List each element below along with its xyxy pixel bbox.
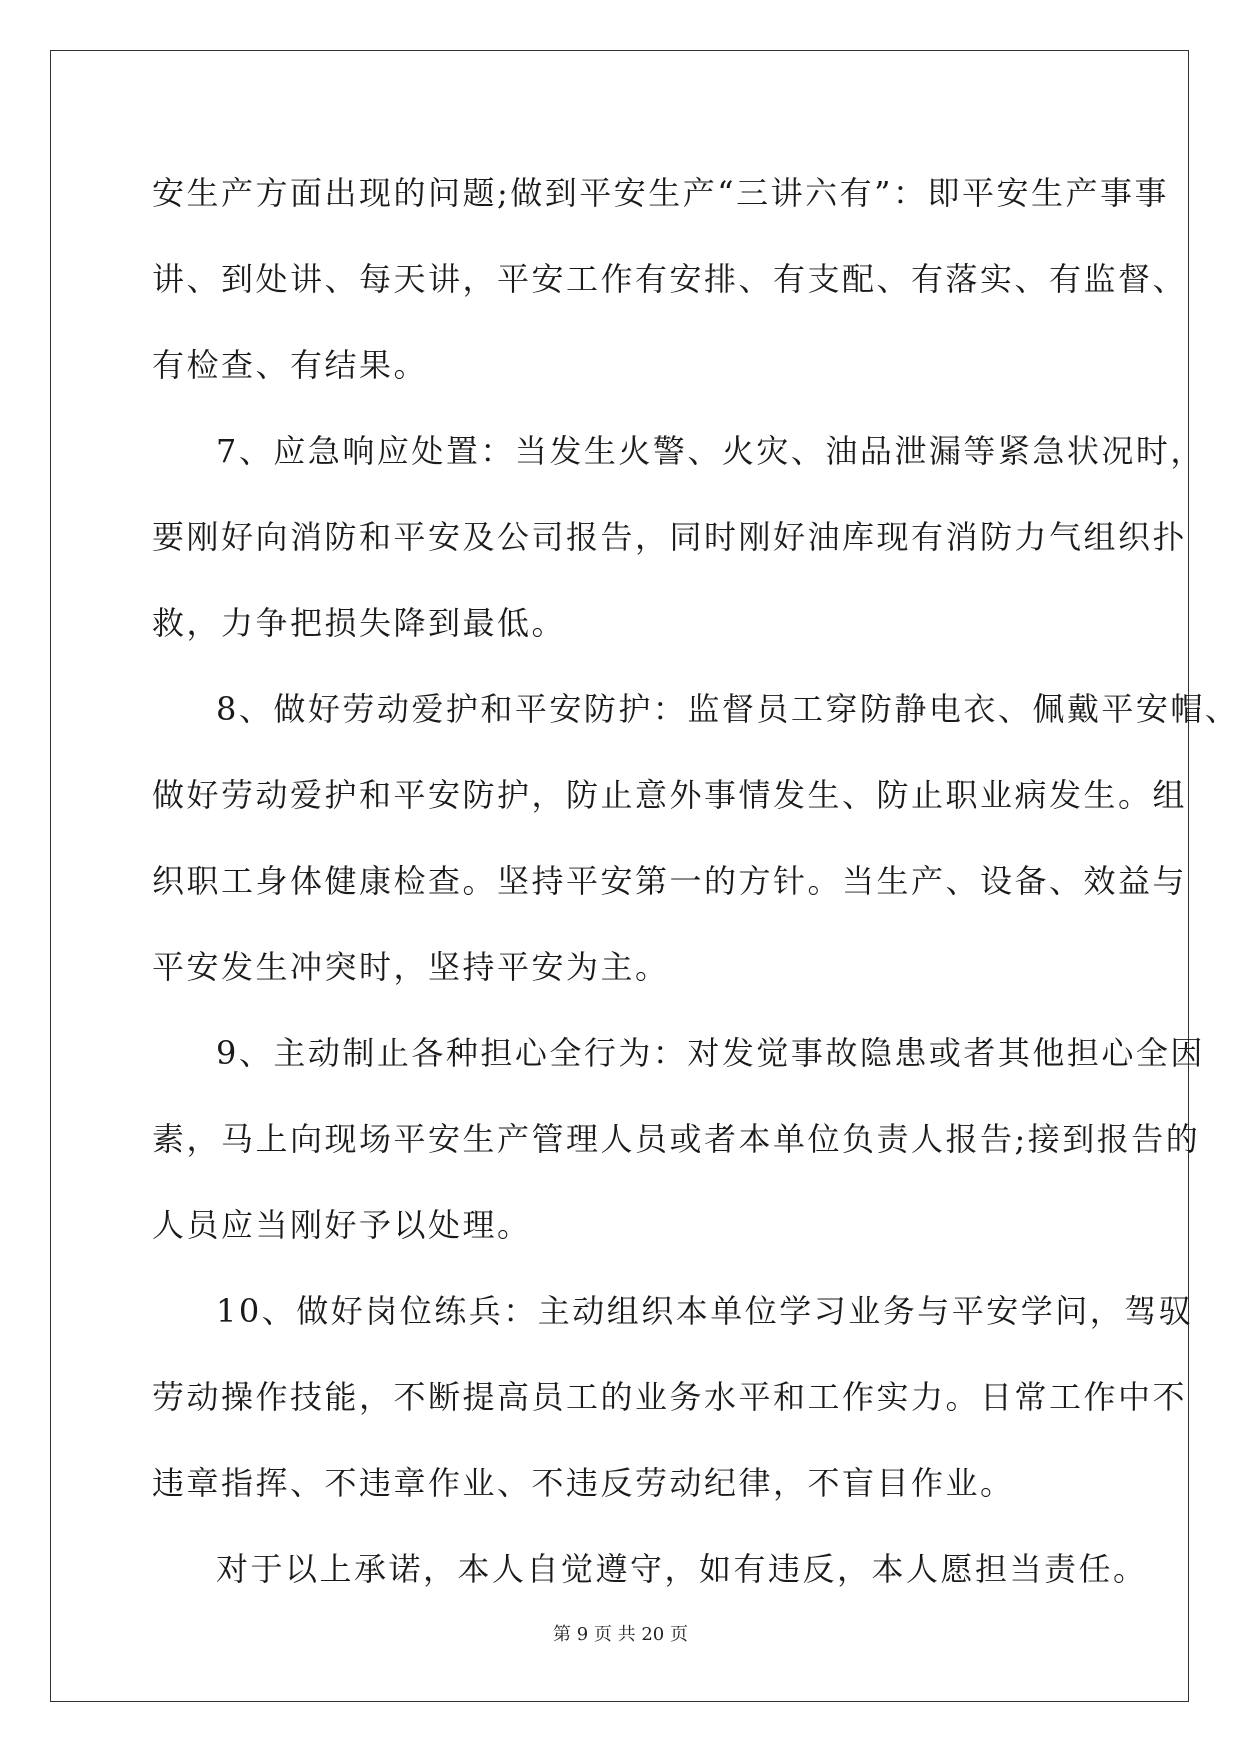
text-line: 素，马上向现场平安生产管理人员或者本单位负责人报告;接到报告的 [152, 1120, 1201, 1158]
text-line: 7、应急响应处置：当发生火警、火灾、油品泄漏等紧急状况时， [216, 432, 1205, 470]
text-line: 8、做好劳动爱护和平安防护：监督员工穿防静电衣、佩戴平安帽、 [216, 690, 1240, 728]
text-line: 违章指挥、不违章作业、不违反劳动纪律，不盲目作业。 [152, 1464, 1015, 1502]
document-body [152, 150, 1240, 1612]
text-line: 对于以上承诺，本人自觉遵守，如有违反，本人愿担当责任。 [216, 1550, 1148, 1588]
text-line: 人员应当刚好予以处理。 [152, 1206, 532, 1244]
text-line: 做好劳动爱护和平安防护，防止意外事情发生、防止职业病发生。组 [152, 776, 1188, 814]
text-line: 平安发生冲突时，坚持平安为主。 [152, 948, 670, 986]
text-line: 要刚好向消防和平安及公司报告，同时刚好油库现有消防力气组织扑 [152, 518, 1188, 556]
text-line: 9、主动制止各种担心全行为：对发觉事故隐患或者其他担心全因 [216, 1034, 1205, 1072]
page-number: 第 9 页 共 20 页 [553, 1624, 688, 1645]
text-line: 救，力争把损失降到最低。 [152, 604, 567, 642]
text-line: 劳动操作技能，不断提高员工的业务水平和工作实力。日常工作中不 [152, 1378, 1188, 1416]
text-line: 有检查、有结果。 [152, 346, 429, 384]
text-line: 安生产方面出现的问题;做到平安生产“三讲六有”：即平安生产事事 [152, 174, 1170, 212]
text-line: 织职工身体健康检查。坚持平安第一的方针。当生产、设备、效益与 [152, 862, 1188, 900]
text-line: 10、做好岗位练兵：主动组织本单位学习业务与平安学问，驾驭 [216, 1292, 1194, 1330]
text-line: 讲、到处讲、每天讲，平安工作有安排、有支配、有落实、有监督、 [152, 260, 1188, 298]
